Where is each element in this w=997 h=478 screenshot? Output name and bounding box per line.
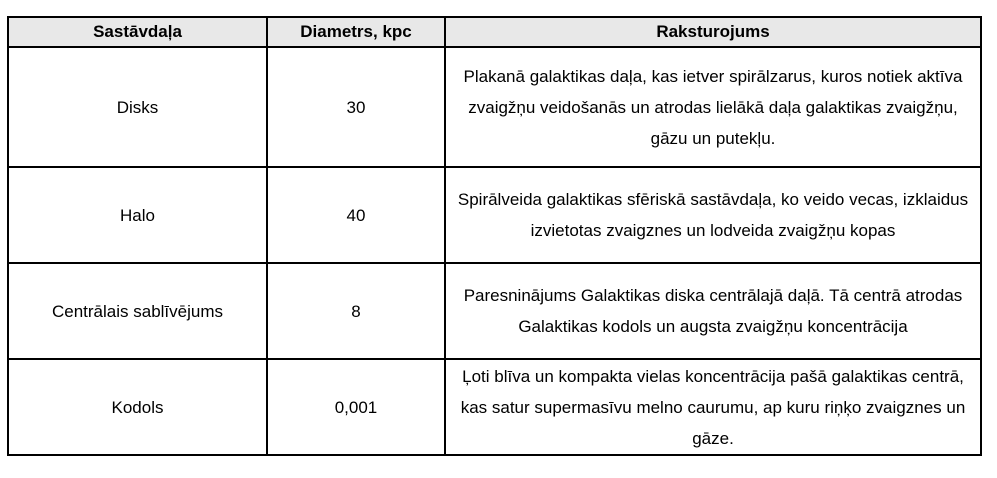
cell-component: Halo [8,167,267,263]
cell-description: Paresninājums Galaktikas diska centrālajā daļā. Tā centrā atrodas Galaktikas kodols un augsta zvaigžņu koncentrācija [445,263,981,359]
table-row [8,47,981,167]
table-row [8,167,981,263]
table-header-row [8,17,981,47]
header-component: Sastāvdaļa [8,17,267,47]
cell-description: Plakanā galaktikas daļa, kas ietver spirālzarus, kuros notiek aktīva zvaigžņu veidošanās un atrodas lielākā daļa galaktikas zvaigžņu, gāzu un putekļu. [445,47,981,167]
cell-diameter: 30 [267,47,445,167]
table-row [8,359,981,455]
cell-diameter: 0,001 [267,359,445,455]
header-diameter: Diametrs, kpc [267,17,445,47]
table-row [8,263,981,359]
cell-description: Spirālveida galaktikas sfēriskā sastāvdaļa, ko veido vecas, izklaidus izvietotas zvaigznes un lodveida zvaigžņu kopas [445,167,981,263]
cell-description: Ļoti blīva un kompakta vielas koncentrācija pašā galaktikas centrā, kas satur supermasīvu melno caurumu, ap kuru riņķo zvaigznes un gāze. [445,359,981,455]
cell-diameter: 8 [267,263,445,359]
cell-component: Centrālais sablīvējums [8,263,267,359]
cell-component: Disks [8,47,267,167]
header-description: Raksturojums [445,17,981,47]
cell-component: Kodols [8,359,267,455]
cell-diameter: 40 [267,167,445,263]
galaxy-components-table [7,16,982,456]
